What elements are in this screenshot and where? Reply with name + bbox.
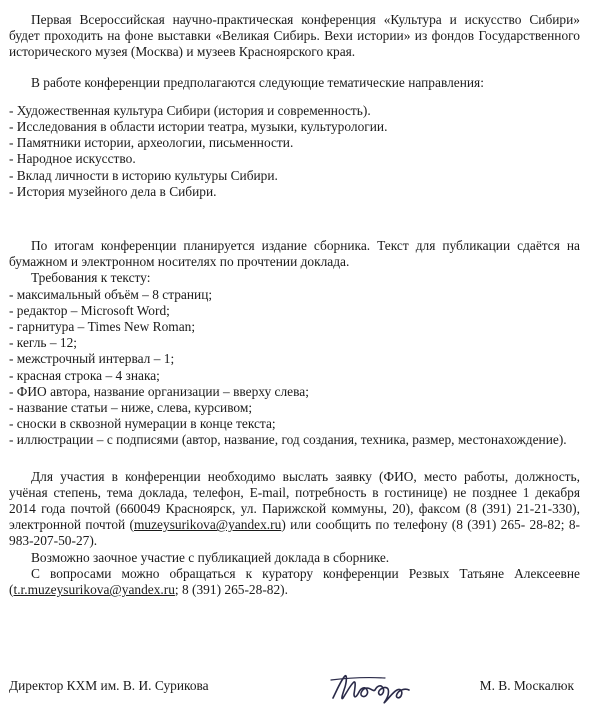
list-item: - редактор – Microsoft Word; <box>9 302 170 318</box>
list-item: - Народное искусство. <box>9 151 136 167</box>
list-item: - сноски в сквозной нумерации в конце текста; <box>9 416 276 432</box>
signature-block <box>9 668 574 708</box>
director-title: Директор КХМ им. В. И. Сурикова <box>9 678 209 693</box>
list-item: - иллюстрации – с подписями (автор, название, год создания, техника, размер, местонахождение). <box>9 432 567 448</box>
list-item: - максимальный объём – 8 страниц; <box>9 286 213 302</box>
list-item: - ФИО автора, название организации – вверху слева; <box>9 383 309 399</box>
list-item: - гарнитура – Times New Roman; <box>9 319 196 335</box>
list-item: - красная строка – 4 знака; <box>9 367 160 383</box>
participation-paragraph: Для участия в конференции необходимо выслать заявку (ФИО, место работы, должность, учёная степень, тема доклада, телефон, E-mail, потребность в гостинице) не позднее 1 декабря 2014 года почтой (660049 Красноярск, ул. Парижской коммуны, 20), факсом (8 (391) 21-21-330), электронной почтой (muzeysurikova@yandex.ru) или сообщить по телефону (8 (391) 265- 28-82; 8-983-207-50-27). <box>9 468 580 549</box>
curator-paragraph: С вопросами можно обращаться к куратору конференции Резвых Татьяне Алексеевне (t.r.muzeysurikova@yandex.ru; 8 (391) 265-28-82). <box>9 565 580 598</box>
list-item: - Художественная культура Сибири (история и современность). <box>9 102 371 118</box>
signer-name: М. В. Москалюк <box>479 678 574 693</box>
list-item: - Исследования в области истории театра, музыки, культурологии. <box>9 119 388 135</box>
list-item: - История музейного дела в Сибири. <box>9 183 217 199</box>
list-item: - название статьи – ниже, слева, курсивом; <box>9 400 253 416</box>
list-item: - Памятники истории, археологии, письменности. <box>9 135 294 151</box>
topics-heading: В работе конференции предполагаются следующие тематические направления: <box>31 74 484 90</box>
publication-paragraph: По итогам конференции планируется издание сборника. Текст для публикации сдаётся на бумажном и электронном носителях по прочтении доклада. <box>9 238 580 270</box>
requirements-heading: Требования к тексту: <box>31 270 151 286</box>
list-item: - межстрочный интервал – 1; <box>9 351 175 367</box>
remote-paragraph: Возможно заочное участие с публикацией доклада в сборнике. <box>31 549 390 565</box>
handwritten-signature <box>327 668 437 708</box>
list-item: - Вклад личности в историю культуры Сибири. <box>9 167 278 183</box>
curator-email-link[interactable]: t.r.muzeysurikova@yandex.ru <box>13 582 175 598</box>
email-link[interactable]: muzeysurikova@yandex.ru <box>134 517 282 533</box>
list-item: - кегль – 12; <box>9 335 78 351</box>
intro-paragraph: Первая Всероссийская научно-практическая конференция «Культура и искусство Сибири» будет проходить на фоне выставки «Великая Сибирь. Вехи истории» из фондов Государственного исторического музея (Москва) и музеев Красноярского края. <box>9 12 580 60</box>
requirements-list <box>9 287 580 449</box>
topics-list <box>9 103 580 200</box>
